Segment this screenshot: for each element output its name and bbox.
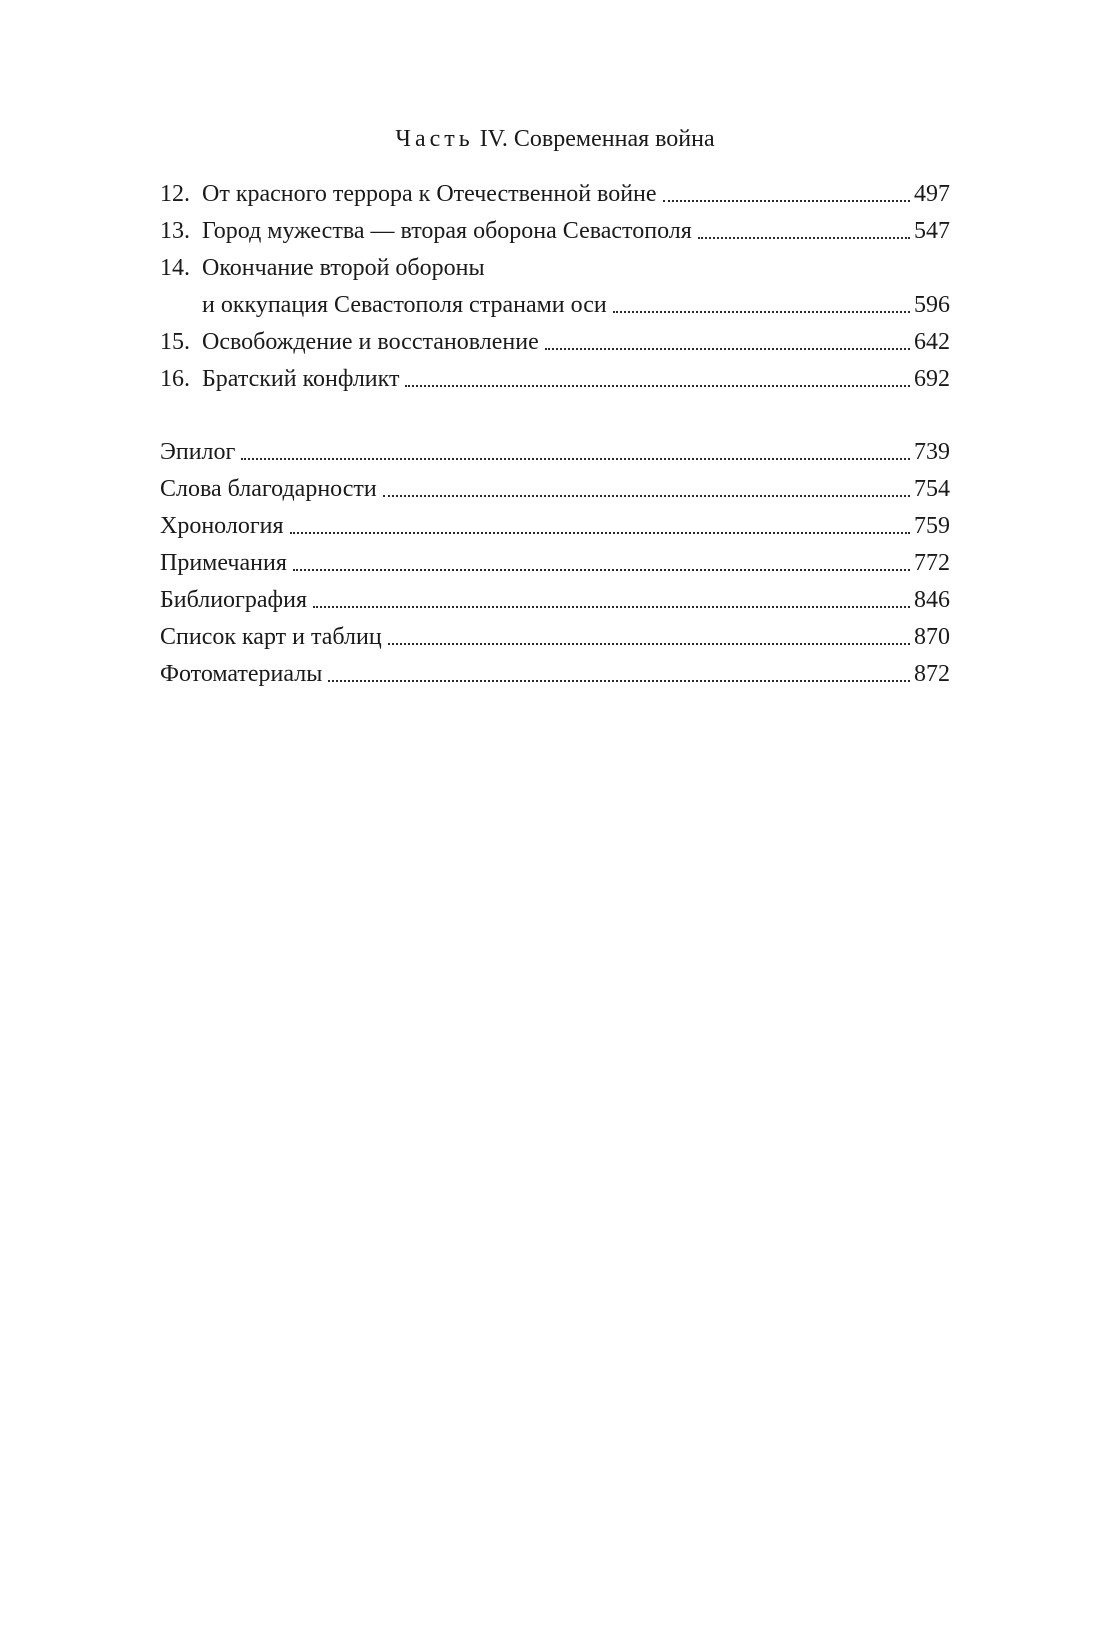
- toc-entry-photos[interactable]: [160, 652, 950, 689]
- dot-leader: [293, 569, 910, 571]
- chapter-number: 16.: [160, 366, 190, 392]
- section-title: Хронология: [160, 513, 284, 539]
- table-of-contents: [160, 172, 950, 689]
- dot-leader: [405, 385, 910, 387]
- section-title: Фотоматериалы: [160, 661, 323, 687]
- chapter-title: Братский конфликт: [202, 366, 400, 392]
- toc-entry-notes[interactable]: [160, 541, 950, 578]
- chapter-number: 13.: [160, 218, 190, 244]
- chapter-title-line-1: Окончание второй обороны: [202, 255, 485, 281]
- page-number: 759: [914, 513, 950, 539]
- dot-leader: [663, 200, 910, 202]
- dot-leader: [698, 237, 910, 239]
- dot-leader: [383, 495, 910, 497]
- chapter-title: Освобождение и восстановление: [202, 329, 539, 355]
- toc-entry-chapter-13[interactable]: [160, 209, 950, 246]
- chapter-title: От красного террора к Отечественной войне: [202, 181, 657, 207]
- page-number: 870: [914, 624, 950, 650]
- dot-leader: [328, 680, 910, 682]
- chapter-number: 12.: [160, 181, 190, 207]
- section-title: Список карт и таблиц: [160, 624, 382, 650]
- dot-leader: [290, 532, 910, 534]
- section-title: Слова благодарности: [160, 476, 377, 502]
- page-number: 846: [914, 587, 950, 613]
- part-label: Часть: [395, 126, 474, 152]
- page-number: 739: [914, 439, 950, 465]
- toc-entry-chapter-16[interactable]: [160, 357, 950, 394]
- toc-entry-acknowledgements[interactable]: [160, 467, 950, 504]
- page-number: 497: [914, 181, 950, 207]
- dot-leader: [613, 311, 910, 313]
- toc-entry-chronology[interactable]: [160, 504, 950, 541]
- dot-leader: [313, 606, 910, 608]
- page-number: 547: [914, 218, 950, 244]
- chapter-number: 14.: [160, 255, 190, 281]
- page-number: 596: [914, 292, 950, 318]
- toc-entry-maps-and-tables[interactable]: [160, 615, 950, 652]
- toc-entry-chapter-14-line-2[interactable]: [160, 283, 950, 320]
- toc-entry-epilogue[interactable]: [160, 430, 950, 467]
- chapter-title-line-2: и оккупация Севастополя странами оси: [202, 292, 607, 318]
- dot-leader: [545, 348, 910, 350]
- page-number: 642: [914, 329, 950, 355]
- section-spacer: [160, 394, 950, 430]
- part-heading: [160, 124, 950, 154]
- toc-entry-chapter-14-line-1[interactable]: [160, 246, 950, 283]
- toc-entry-bibliography[interactable]: [160, 578, 950, 615]
- section-title: Эпилог: [160, 439, 236, 465]
- section-title: Примечания: [160, 550, 287, 576]
- chapter-number: 15.: [160, 329, 190, 355]
- dot-leader: [388, 643, 910, 645]
- section-title: Библиография: [160, 587, 307, 613]
- toc-entry-chapter-12[interactable]: [160, 172, 950, 209]
- page-number: 692: [914, 366, 950, 392]
- page-number: 772: [914, 550, 950, 576]
- page-number: 754: [914, 476, 950, 502]
- page-number: 872: [914, 661, 950, 687]
- part-title: IV. Современная война: [479, 126, 715, 152]
- dot-leader: [241, 458, 910, 460]
- chapter-title: Город мужества — вторая оборона Севастополя: [202, 218, 692, 244]
- toc-entry-chapter-15[interactable]: [160, 320, 950, 357]
